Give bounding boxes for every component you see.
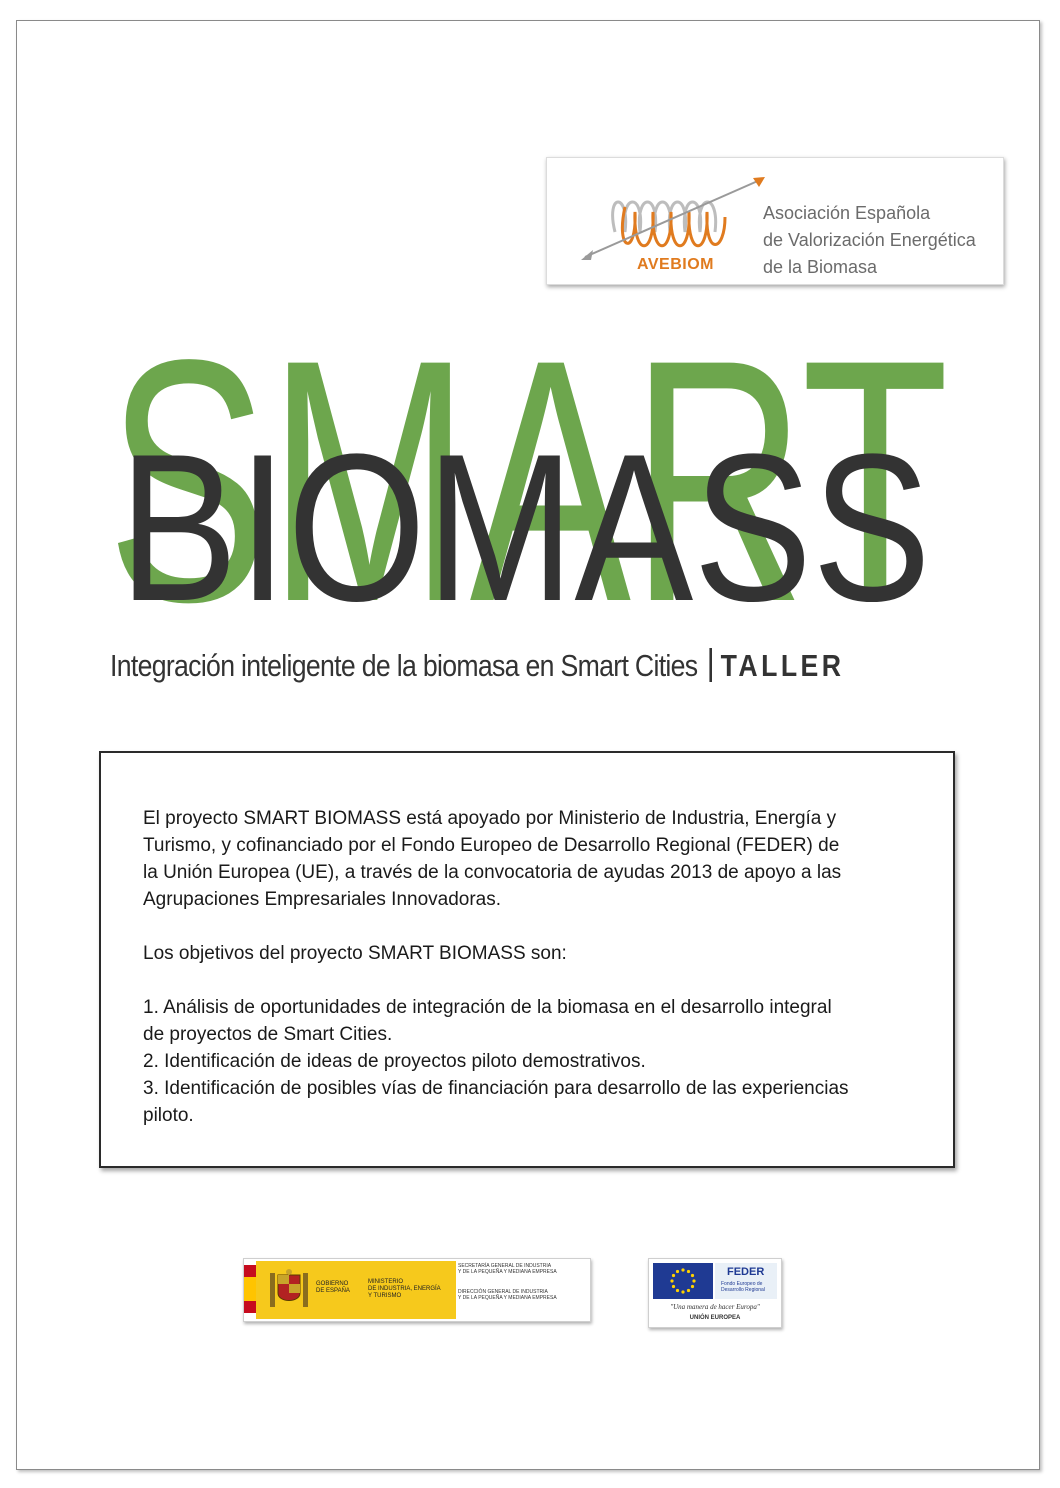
subtitle-divider: [709, 648, 712, 682]
objective-line: de proyectos de Smart Cities.: [143, 1024, 393, 1045]
objective-line: 2. Identificación de ideas de proyectos piloto demostrativos.: [143, 1051, 646, 1072]
feder-block: [715, 1263, 777, 1299]
gov-line: DE ESPAÑA: [316, 1288, 350, 1294]
government-sponsor-logo: [243, 1258, 591, 1322]
objectives-heading: Los objetivos del proyecto SMART BIOMASS son:: [143, 943, 567, 964]
project-info-box: [99, 751, 955, 1168]
fund-line: Desarrollo Regional: [721, 1287, 765, 1293]
organization-name-line: de la Biomasa: [763, 257, 878, 277]
main-title: [0, 300, 1060, 630]
ministry-line: Y TURISMO: [368, 1293, 402, 1299]
ministry-line: DE INDUSTRIA, ENERGÍA: [368, 1286, 441, 1292]
subtitle: [110, 648, 844, 684]
organization-name: [763, 200, 976, 281]
ministry-line: MINISTERIO: [368, 1279, 404, 1285]
organization-name-line: Asociación Española: [763, 203, 931, 223]
info-line: El proyecto SMART BIOMASS está apoyado por Ministerio de Industria, Energía y: [143, 808, 837, 829]
gov-line: GOBIERNO: [316, 1281, 349, 1287]
secretariat-line: SECRETARÍA GENERAL DE INDUSTRIA: [458, 1263, 552, 1269]
avebiom-logo: [546, 157, 1004, 285]
secretariat-line: Y DE LA PEQUEÑA Y MEDIANA EMPRESA: [458, 1269, 557, 1275]
objective-line: 3. Identificación de posibles vías de financiación para desarrollo de las experiencias: [143, 1078, 849, 1099]
subtitle-tag: TALLER: [720, 648, 845, 683]
direction-line: Y DE LA PEQUEÑA Y MEDIANA EMPRESA: [458, 1295, 557, 1301]
eu-feder-logo: [648, 1258, 782, 1328]
subtitle-text: Integración inteligente de la biomasa en Smart Cities: [110, 648, 698, 683]
ministry-label: [368, 1279, 441, 1300]
coat-of-arms-icon: [266, 1267, 312, 1313]
info-line: Turismo, y cofinanciado por el Fondo Europeo de Desarrollo Regional (FEDER) de: [143, 835, 840, 856]
info-line: Agrupaciones Empresariales Innovadoras.: [143, 889, 502, 910]
direction-line: DIRECCIÓN GENERAL DE INDUSTRIA: [458, 1289, 548, 1295]
eu-slogan: "Una manera de hacer Europa": [670, 1303, 760, 1311]
organization-name-line: de Valorización Energética: [763, 230, 976, 250]
secretariat-label: [458, 1263, 586, 1301]
fund-label: [721, 1281, 765, 1293]
spain-flag-icon: [244, 1265, 256, 1313]
avebiom-abbreviation: AVEBIOM: [637, 256, 714, 273]
title-smart: SMART: [107, 300, 950, 630]
eu-union-label: UNIÓN EUROPEA: [689, 1315, 741, 1321]
project-info-text: [143, 805, 933, 1129]
title-biomass: BIOMASS: [119, 410, 931, 630]
government-label: [316, 1281, 350, 1295]
fund-line: Fondo Europeo de: [721, 1281, 763, 1287]
feder-label: FEDER: [727, 1266, 765, 1278]
info-line: la Unión Europea (UE), a través de la convocatoria de ayudas 2013 de apoyo a las: [143, 862, 842, 883]
objective-line: 1. Análisis de oportunidades de integración de la biomasa en el desarrollo integral: [143, 997, 832, 1018]
eu-flag-icon: [653, 1263, 713, 1299]
objective-line: piloto.: [143, 1105, 194, 1126]
